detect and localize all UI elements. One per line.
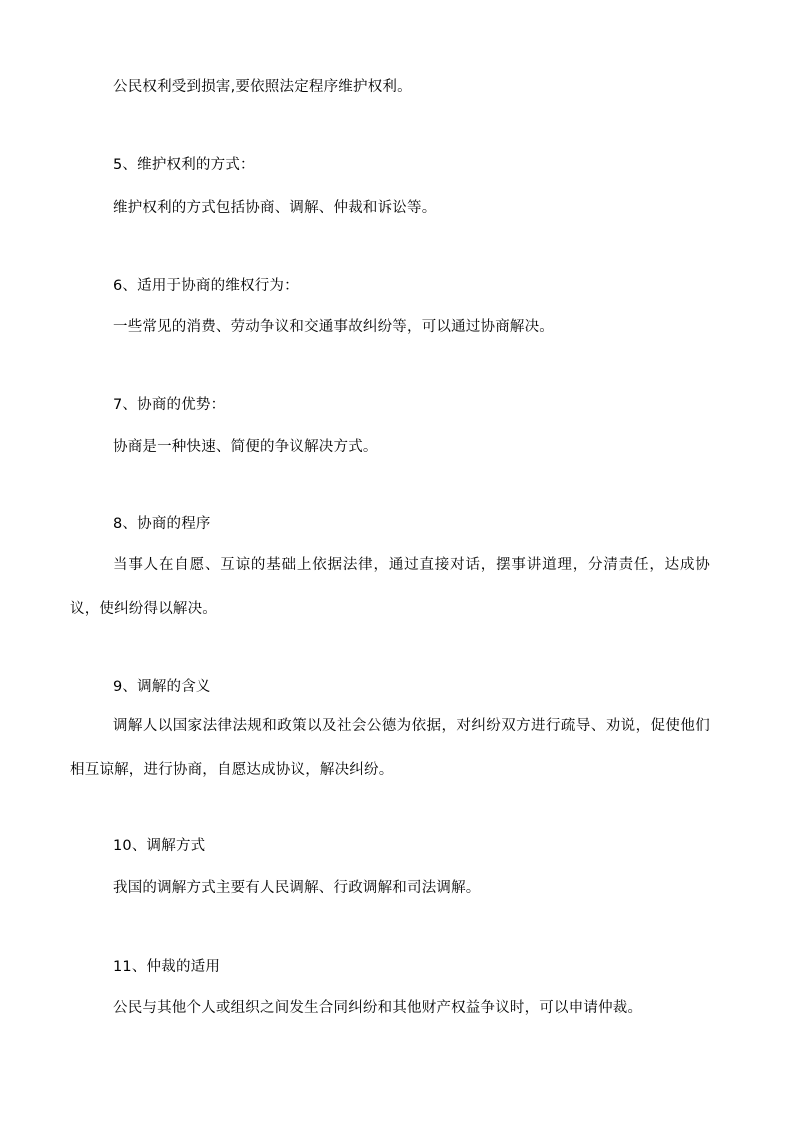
section-7-body: 协商是一种快速、简便的争议解决方式。 <box>113 439 378 455</box>
section-5-body: 维护权利的方式包括协商、调解、仲裁和诉讼等。 <box>113 200 437 216</box>
section-9-heading: 9、调解的含义 <box>113 679 211 695</box>
section-8-heading: 8、协商的程序 <box>113 516 211 532</box>
section-11-heading: 11、仲裁的适用 <box>113 959 221 975</box>
section-6-body: 一些常见的消费、劳动争议和交通事故纠纷等，可以通过协商解决。 <box>113 319 554 335</box>
section-7-heading: 7、协商的优势： <box>113 397 226 413</box>
section-8-body: 当事人在自愿、互谅的基础上依据法律，通过直接对话，摆事讲道理，分清责任，达成协议，使纠纷得以解决。 <box>70 557 710 617</box>
section-10-heading: 10、调解方式 <box>113 838 206 854</box>
section-5-heading: 5、维护权利的方式： <box>113 157 255 173</box>
intro-paragraph: 公民权利受到损害,要依照法定程序维护权利。 <box>113 79 412 95</box>
section-11-body: 公民与其他个人或组织之间发生合同纠纷和其他财产权益争议时，可以申请仲裁。 <box>113 1000 643 1016</box>
section-6-heading: 6、适用于协商的维权行为： <box>113 278 299 294</box>
section-9-body: 调解人以国家法律法规和政策以及社会公德为依据，对纠纷双方进行疏导、劝说，促使他们相互谅解，进行协商，自愿达成协议，解决纠纷。 <box>70 718 710 778</box>
section-10-body: 我国的调解方式主要有人民调解、行政调解和司法调解。 <box>113 880 481 896</box>
